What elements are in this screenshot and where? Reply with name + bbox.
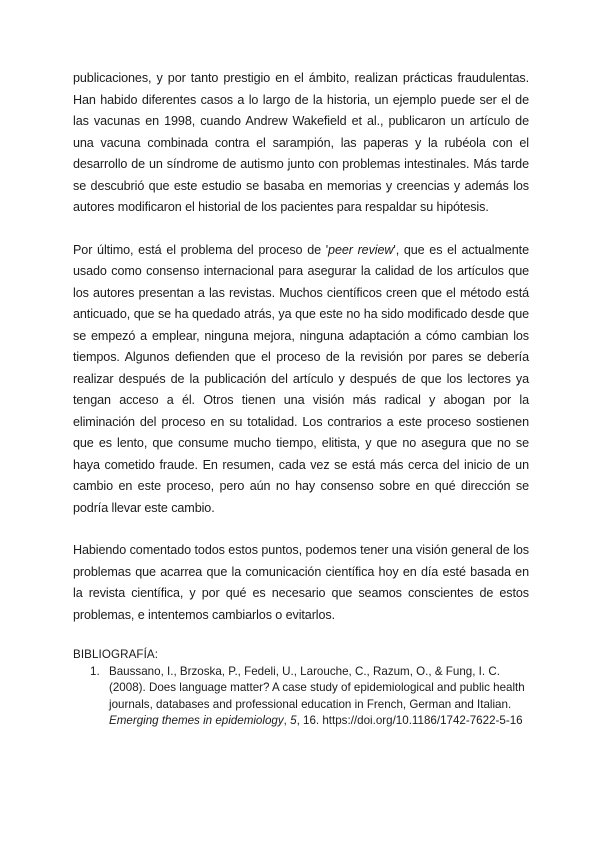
- bibliography-item-text: [109, 665, 525, 727]
- journal-volume: 5: [290, 714, 297, 728]
- page-content: [73, 68, 529, 730]
- bibliography-heading: BIBLIOGRAFÍA:: [73, 648, 159, 661]
- body-paragraph: [73, 240, 529, 520]
- body-paragraph: [73, 68, 529, 219]
- journal-title: Emerging themes in epidemiology: [109, 714, 284, 728]
- paragraph-text: ', que es el actualmente usado como consenso internacional para asegurar la calidad de los artículos que los autores presentan a las revistas. Muchos científicos creen que el método está anticuado, que se ha quedado atrás, ya que este no ha sido modificado desde que se empezó a emplear, ninguna mejora, ninguna adaptación a cómo cambian los tiempos. Algunos defienden que el proceso de la revisión por pares se debería realizar después de la publicación del artículo y después de que los lectores ya tengan acceso a él. Otros tienen una visión más radical y abogan por la eliminación del proceso en su totalidad. Los contrarios a este proceso sostienen que es lento, que consume mucho tiempo, elitista, y que no asegura que no se haya cometido fraude. En resumen, cada vez se está más cerca del inicio de un cambio en este proceso, pero aún no hay consenso sobre en qué dirección se podría llevar este cambio.: [73, 242, 529, 515]
- bibliography-list: [73, 664, 529, 730]
- bibliography-item: [73, 664, 529, 730]
- citation-text: Baussano, I., Brzoska, P., Fedeli, U., Larouche, C., Razum, O., & Fung, I. C. (2008). Does language matter? A case study of epidemiological and public health journals, databases and professional education in French, German and Italian.: [109, 665, 525, 711]
- paragraph-text: publicaciones, y por tanto prestigio en el ámbito, realizan prácticas fraudulentas. Han habido diferentes casos a lo largo de la historia, un ejemplo puede ser el de las vacunas en 1998, cuando Andrew Wakefield et al., publicaron un artículo de una vacuna combinada contra el sarampión, las paperas y la rubéola con el desarrollo de un síndrome de autismo junto con problemas intestinales. Más tarde se descubrió que este estudio se basaba en memorias y creencias y además los autores modificaron el historial de los pacientes para respaldar su hipótesis.: [73, 71, 529, 214]
- bibliography-item-number: 1.: [90, 665, 100, 678]
- citation-doi: , 16. https://doi.org/10.1186/1742-7622-5-16: [296, 714, 523, 728]
- citation-text: ,: [283, 714, 291, 728]
- paragraph-text: Por último, está el problema del proceso de ': [73, 242, 329, 257]
- paragraph-text: Habiendo comentado todos estos puntos, podemos tener una visión general de los problemas que acarrea que la comunicación científica hoy en día esté basada en la revista científica, y por qué es necesario que seamos conscientes de estos problemas, e intentemos cambiarlos o evitarlos.: [73, 543, 529, 622]
- italic-term: peer review: [328, 242, 394, 257]
- body-paragraph: [73, 540, 529, 626]
